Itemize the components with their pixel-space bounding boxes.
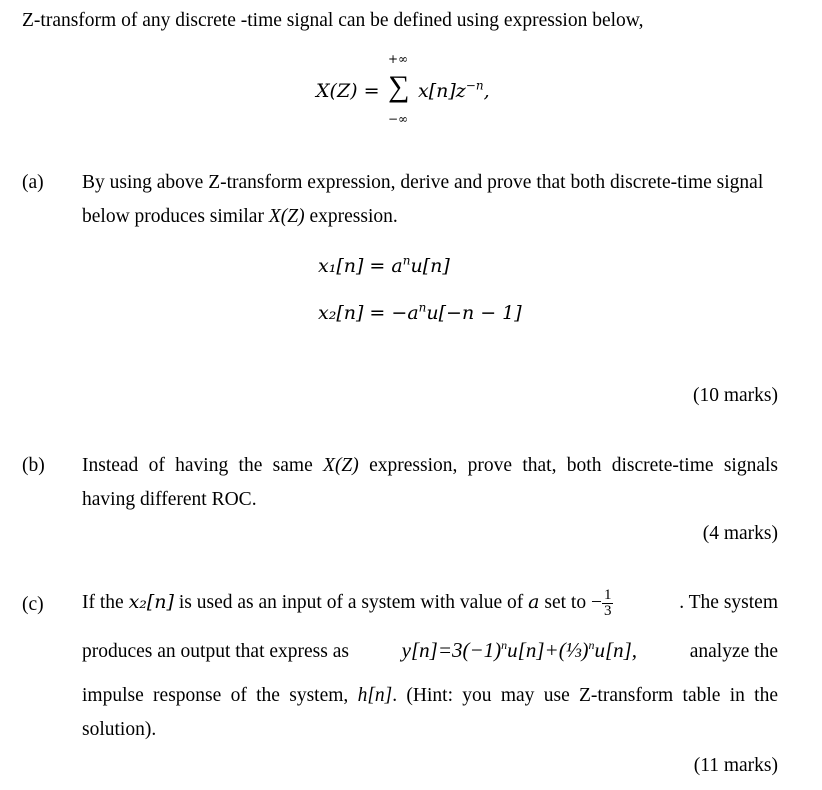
part-b-marks: (4 marks) [702,523,778,544]
part-a-marks: (10 marks) [692,385,778,406]
part-a-line1: By using above Z-transform expression, derive and prove that both discrete-time signal [82,172,764,193]
fraction-one-third: $\frac{1}{3}$ [603,586,612,619]
part-b-line1: Instead of having the same X(Z) expression, prove that, both discrete-time signals [82,455,778,476]
main-formula [316,50,516,130]
intro-text: Z-transform of any discrete -time signal can be defined using expression below, [22,10,644,31]
part-c-line1-lead: If the x₂[n] is used as an input of a system with value of a set to − $\frac{1}{3}$ [82,586,612,619]
part-a-equation-2: $x_2[n] = -a^nu[-n - 1]$ [318,300,522,324]
formula-upper-limit: +∞ [388,52,409,66]
part-a-label: (a) [22,172,44,193]
part-b-line2: having different ROC. [82,489,257,510]
formula-lower-limit: −∞ [388,112,409,126]
part-a-equation-1: $x_1[n] = a^nu[n]$ [318,253,450,277]
part-a-line2: below produces similar X(Z) expression. [82,206,398,227]
part-c-line1-tail: . The system [679,592,778,613]
formula-sigma: ∑ [388,70,410,103]
part-c-line2: produces an output that express as $y[n]=3(-1)^nu[n]+(\frac{1}{3})^nu[n]$, analyze the [82,638,778,662]
part-c-marks: (11 marks) [693,755,778,776]
part-c-line4: solution). [82,719,157,740]
part-c-label: (c) [22,594,44,615]
formula-lhs: X(Z) = [316,80,380,102]
part-c-line3: impulse response of the system, h[n]. (Hint: you may use Z-transform table in the [82,685,779,706]
output-expression: $y[n]=3(-1)^nu[n]+(\frac{1}{3})^nu[n]$, [401,638,638,662]
formula-body: $x[n]z^{-n}$, [418,78,490,102]
part-b-label: (b) [22,455,45,476]
part-c-line1 [82,581,778,625]
